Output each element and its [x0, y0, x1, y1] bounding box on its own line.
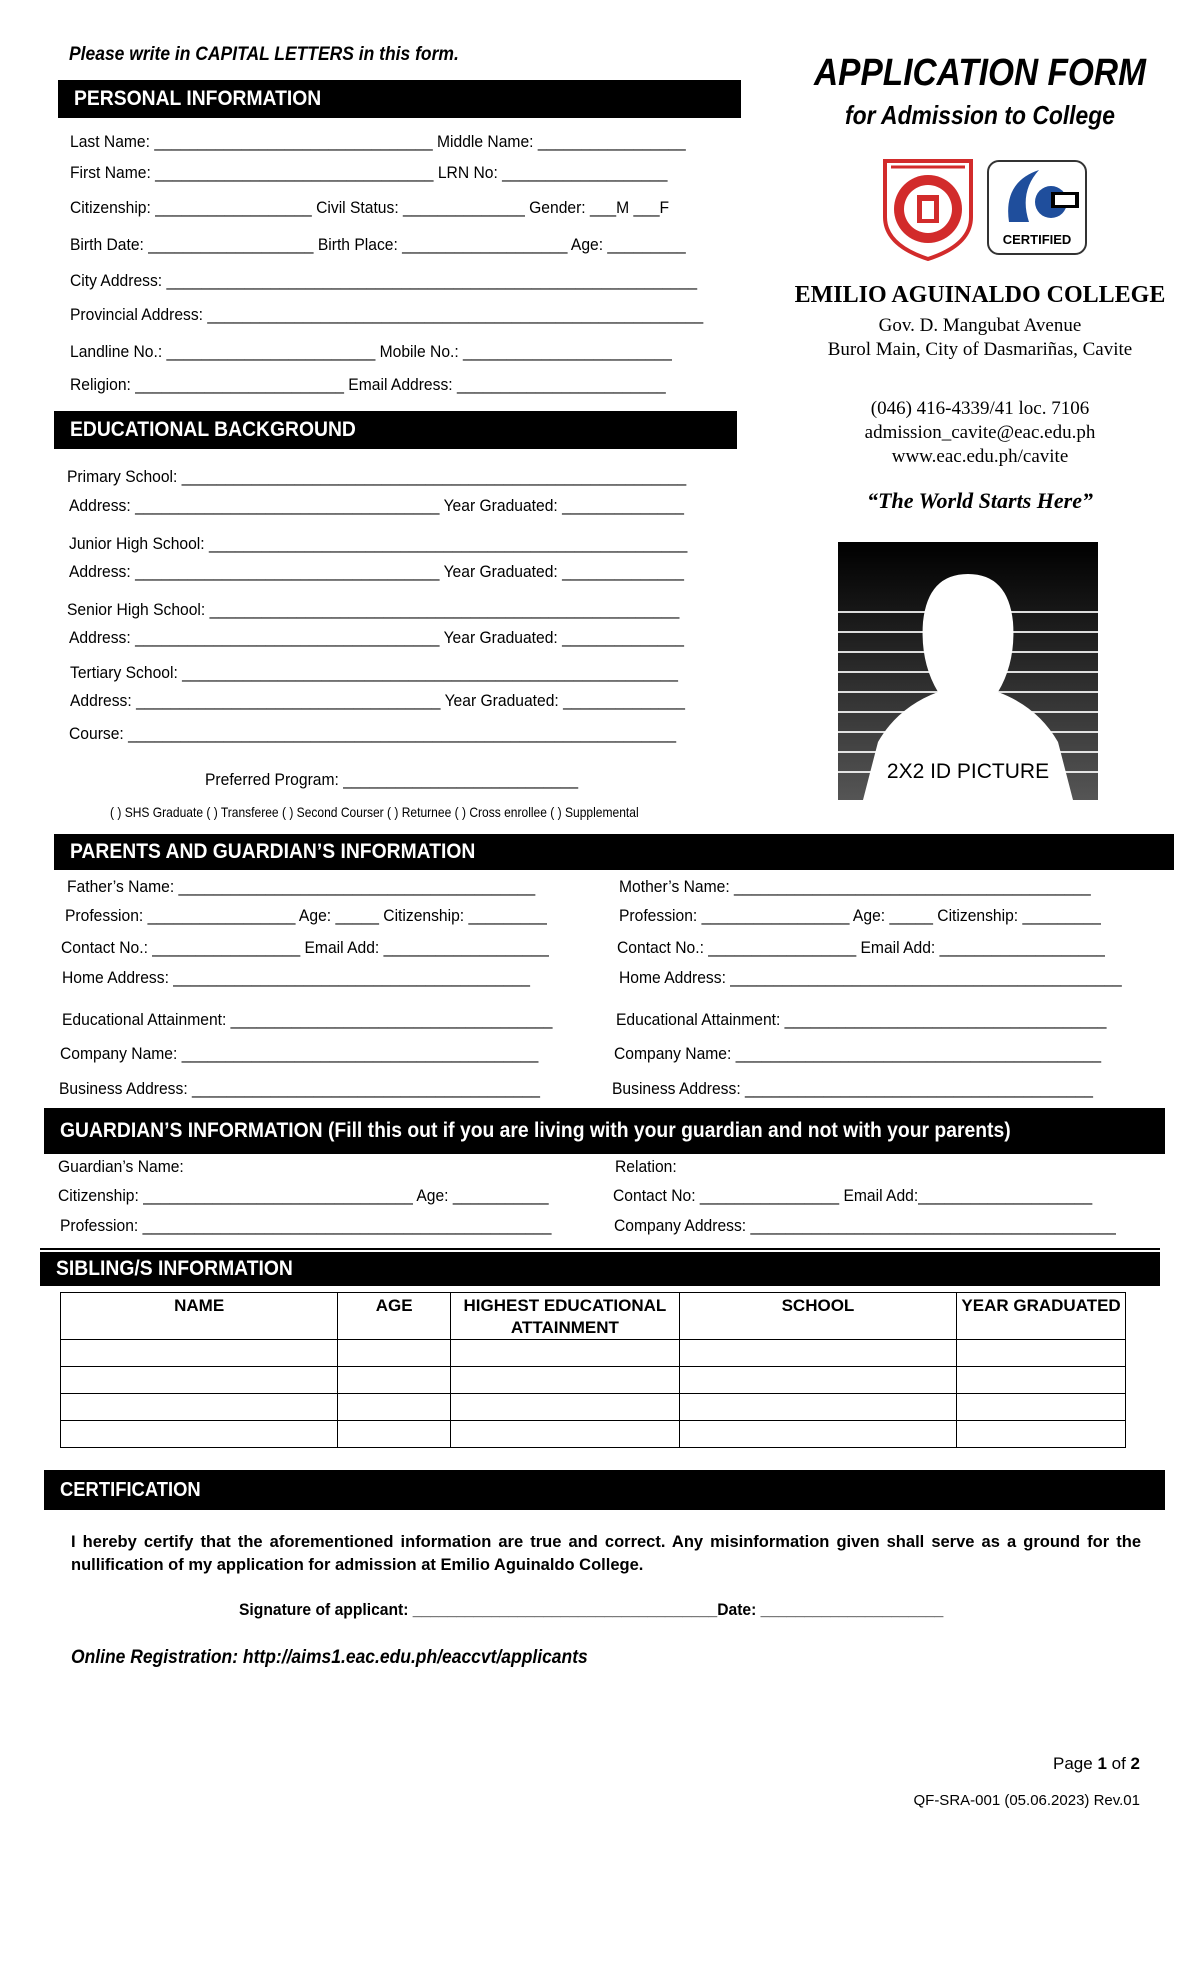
personal-row-provincial-address[interactable]: Provincial Address: _________________________________________________________	[70, 305, 704, 324]
personal-row-first-name[interactable]: First Name: ________________________________ LRN No: ___________________	[70, 163, 668, 182]
education-preferred-program[interactable]: Preferred Program: ___________________________	[205, 770, 579, 789]
personal-row-phone[interactable]: Landline No.: ________________________ Mobile No.: ________________________	[70, 342, 672, 361]
education-junior-address[interactable]: Address: ___________________________________ Year Graduated: ______________	[69, 562, 684, 581]
photo-label: 2X2 ID PICTURE	[886, 760, 1050, 783]
sibling-name-cell[interactable]	[61, 1340, 338, 1367]
education-junior-high[interactable]: Junior High School: _______________________________________________________	[69, 534, 688, 553]
online-registration: Online Registration: http://aims1.eac.edu.ph/eaccvt/applicants	[71, 1647, 588, 1668]
page-current: 1	[1097, 1754, 1107, 1773]
education-tertiary-address[interactable]: Address: ___________________________________ Year Graduated: ______________	[70, 691, 685, 710]
guardian-citizenship[interactable]: Citizenship: _______________________________ Age: ___________	[58, 1186, 549, 1205]
siblings-header-row	[61, 1293, 1126, 1340]
personal-row-name[interactable]: Last Name: ________________________________ Middle Name: _________________	[70, 132, 686, 151]
guardian-company-address[interactable]: Company Address: __________________________________________	[614, 1216, 1116, 1235]
sibling-age-cell[interactable]	[338, 1394, 451, 1421]
college-address-line2: Burol Main, City of Dasmariñas, Cavite	[827, 339, 1133, 360]
page-prefix: Page	[1053, 1754, 1098, 1773]
father-company[interactable]: Company Name: _________________________________________	[60, 1044, 539, 1063]
sibling-year-cell[interactable]	[957, 1367, 1126, 1394]
form-subtitle: for Admission to College	[845, 100, 1115, 130]
guardian-contact[interactable]: Contact No: ________________ Email Add:____________________	[613, 1186, 1093, 1205]
college-website: www.eac.edu.ph/cavite	[891, 446, 1069, 467]
sibling-education-cell[interactable]	[451, 1421, 680, 1448]
guardian-profession[interactable]: Profession: _______________________________________________	[60, 1216, 552, 1235]
father-name[interactable]: Father’s Name: _________________________________________	[67, 877, 536, 896]
mother-name[interactable]: Mother’s Name: _________________________________________	[619, 877, 1091, 896]
sibling-year-cell[interactable]	[957, 1394, 1126, 1421]
sibling-education-cell[interactable]	[451, 1340, 680, 1367]
col-education: HIGHEST EDUCATIONAL ATTAINMENT	[451, 1293, 680, 1340]
col-age: AGE	[338, 1293, 451, 1340]
sibling-school-cell[interactable]	[679, 1340, 956, 1367]
education-tertiary[interactable]: Tertiary School: _________________________________________________________	[70, 663, 678, 682]
mother-contact[interactable]: Contact No.: _________________ Email Add: ___________________	[617, 938, 1105, 957]
certification-logo-icon	[989, 162, 1085, 232]
personal-row-city-address[interactable]: City Address: _____________________________________________________________	[70, 271, 698, 290]
mother-company[interactable]: Company Name: __________________________________________	[614, 1044, 1102, 1063]
education-primary-address[interactable]: Address: ___________________________________ Year Graduated: ______________	[69, 496, 684, 515]
page-number	[960, 1754, 1140, 1774]
education-course[interactable]: Course: _______________________________________________________________	[69, 724, 677, 743]
sibling-year-cell[interactable]	[957, 1340, 1126, 1367]
mother-profession[interactable]: Profession: _________________ Age: _____ Citizenship: _________	[619, 906, 1101, 925]
siblings-table	[60, 1292, 1126, 1448]
guardian-relation[interactable]: Relation:	[615, 1157, 677, 1176]
father-education[interactable]: Educational Attainment: _____________________________________	[62, 1010, 553, 1029]
certification-heading: CERTIFICATION	[44, 1470, 1165, 1510]
applicant-type-options[interactable]: ( ) SHS Graduate ( ) Transferee ( ) Second Courser ( ) Returnee ( ) Cross enrollee ( ) Supplemental	[110, 804, 639, 820]
sibling-school-cell[interactable]	[679, 1367, 956, 1394]
page-total: 2	[1130, 1754, 1140, 1773]
col-name: NAME	[61, 1293, 338, 1340]
table-row	[61, 1394, 1126, 1421]
sibling-name-cell[interactable]	[61, 1367, 338, 1394]
college-address-line1: Gov. D. Mangubat Avenue	[878, 315, 1082, 336]
sibling-name-cell[interactable]	[61, 1394, 338, 1421]
certification-text: I hereby certify that the aforementioned information are true and correct. Any misinformation given shall serve as a ground for the nullification of my application for admission at Emilio Aguinaldo College.	[71, 1533, 1141, 1574]
siblings-heading: SIBLING/S INFORMATION	[40, 1252, 1160, 1286]
personal-row-religion[interactable]: Religion: ________________________ Email Address: ________________________	[70, 375, 666, 394]
page-of: of	[1106, 1754, 1131, 1773]
id-photo-placeholder	[838, 542, 1098, 800]
certified-label: CERTIFIED	[1002, 232, 1072, 247]
college-tagline: “The World Starts Here”	[867, 488, 1093, 513]
table-row	[61, 1421, 1126, 1448]
education-heading: EDUCATIONAL BACKGROUND	[54, 411, 737, 449]
sibling-age-cell[interactable]	[338, 1421, 451, 1448]
form-title: APPLICATION FORM	[814, 52, 1146, 94]
certified-badge	[987, 160, 1087, 255]
father-business-address[interactable]: Business Address: ________________________________________	[59, 1079, 540, 1098]
father-contact[interactable]: Contact No.: _________________ Email Add: ___________________	[61, 938, 549, 957]
personal-row-birth[interactable]: Birth Date: ___________________ Birth Place: ___________________ Age: _________	[70, 235, 686, 254]
sibling-education-cell[interactable]	[451, 1367, 680, 1394]
father-home-address[interactable]: Home Address: _________________________________________	[62, 968, 530, 987]
guardian-name[interactable]: Guardian’s Name:	[58, 1157, 184, 1176]
col-school: SCHOOL	[679, 1293, 956, 1340]
parents-heading: PARENTS AND GUARDIAN’S INFORMATION	[54, 834, 1174, 870]
siblings-divider	[40, 1248, 1160, 1250]
guardian-heading: GUARDIAN’S INFORMATION (Fill this out if you are living with your guardian and not with your parents)	[44, 1108, 1165, 1154]
mother-education[interactable]: Educational Attainment: _____________________________________	[616, 1010, 1107, 1029]
college-name: EMILIO AGUINALDO COLLEGE	[794, 282, 1166, 308]
education-senior-high[interactable]: Senior High School: ______________________________________________________	[67, 600, 680, 619]
sibling-age-cell[interactable]	[338, 1340, 451, 1367]
document-code: QF-SRA-001 (05.06.2023) Rev.01	[913, 1792, 1140, 1809]
table-row	[61, 1367, 1126, 1394]
sibling-year-cell[interactable]	[957, 1421, 1126, 1448]
sibling-name-cell[interactable]	[61, 1421, 338, 1448]
mother-home-address[interactable]: Home Address: _____________________________________________	[619, 968, 1122, 987]
sibling-school-cell[interactable]	[679, 1421, 956, 1448]
education-primary-school[interactable]: Primary School: __________________________________________________________	[67, 467, 687, 486]
signature-date-line[interactable]: Signature of applicant: ___________________________________Date: _____________________	[239, 1600, 944, 1619]
father-profession[interactable]: Profession: _________________ Age: _____ Citizenship: _________	[65, 906, 547, 925]
sibling-education-cell[interactable]	[451, 1394, 680, 1421]
mother-business-address[interactable]: Business Address: ________________________________________	[612, 1079, 1093, 1098]
college-seal-icon	[877, 157, 979, 261]
col-year: YEAR GRADUATED	[957, 1293, 1126, 1340]
table-row	[61, 1340, 1126, 1367]
instruction-text: Please write in CAPITAL LETTERS in this form.	[69, 44, 459, 65]
personal-info-heading: PERSONAL INFORMATION	[58, 80, 741, 118]
sibling-school-cell[interactable]	[679, 1394, 956, 1421]
sibling-age-cell[interactable]	[338, 1367, 451, 1394]
college-email: admission_cavite@eac.edu.ph	[864, 422, 1096, 443]
college-phone: (046) 416-4339/41 loc. 7106	[870, 398, 1090, 419]
personal-row-citizenship[interactable]: Citizenship: __________________ Civil Status: ______________ Gender: ___M ___F	[70, 198, 670, 217]
education-senior-address[interactable]: Address: ___________________________________ Year Graduated: ______________	[69, 628, 684, 647]
